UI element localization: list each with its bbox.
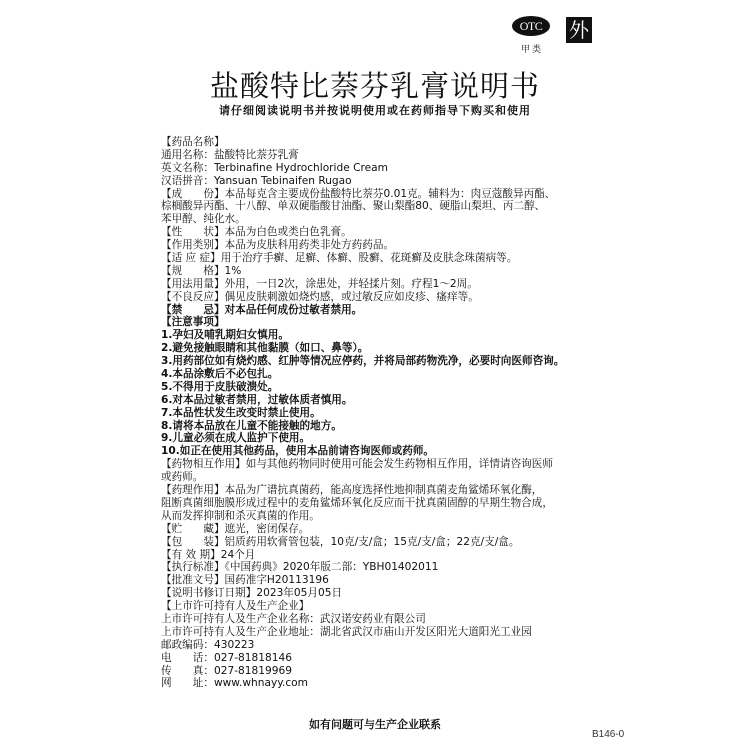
leaflet-line: 【药物相互作用】如与其他药物同时使用可能会发生药物相互作用，详情请咨询医师 xyxy=(161,458,553,471)
leaflet-line: 【执行标准】《中国药典》2020年版二部：YBH01402011 xyxy=(161,561,439,574)
leaflet-line: 【性 状】本品为白色或类白色乳膏。 xyxy=(161,226,352,239)
leaflet-line: 网 址：www.whnayy.com xyxy=(161,677,308,690)
leaflet-line: 【批准文号】国药准字H20113196 xyxy=(161,574,329,587)
leaflet-line: 或药师。 xyxy=(161,471,204,484)
leaflet-line: 【作用类别】本品为皮肤科用药类非处方药药品。 xyxy=(161,239,395,252)
leaflet-line: 【上市许可持有人及生产企业】 xyxy=(161,600,310,613)
leaflet-line: 8.请将本品放在儿童不能接触的地方。 xyxy=(161,419,342,432)
leaflet-line: 4.本品涂敷后不必包扎。 xyxy=(161,368,279,381)
leaflet-line: 【药理作用】本品为广谱抗真菌药，能高度选择性地抑制真菌麦角鲨烯环氧化酶， xyxy=(161,484,543,497)
leaflet-line: 【用法用量】外用，一日2次，涂患处，并轻揉片刻。疗程1～2周。 xyxy=(161,277,478,290)
leaflet-line: 【贮 藏】遮光，密闭保存。 xyxy=(161,522,310,535)
leaflet-line: 【药品名称】 xyxy=(161,136,225,148)
leaflet-line: 通用名称：盐酸特比萘芬乳膏 xyxy=(161,148,299,161)
leaflet-line: 【包 装】铝质药用软膏管包装，10克/支/盒；15克/支/盒；22克/支/盒。 xyxy=(161,535,520,548)
leaflet-line: 传 真：027-81819969 xyxy=(161,664,292,677)
leaflet-line: 上市许可持有人及生产企业名称：武汉诺安药业有限公司 xyxy=(161,612,426,625)
leaflet-body xyxy=(161,136,593,690)
leaflet-line: 5.不得用于皮肤破溃处。 xyxy=(161,380,279,393)
leaflet-line: 【禁 忌】对本品任何成份过敏者禁用。 xyxy=(161,303,363,316)
leaflet-line: 英文名称：Terbinafine Hydrochloride Cream xyxy=(161,161,388,174)
leaflet-line: 9.儿童必须在成人监护下使用。 xyxy=(161,432,311,445)
leaflet-line: 【注意事项】 xyxy=(161,316,225,329)
leaflet-line: 邮政编码：430223 xyxy=(161,638,255,651)
leaflet-line: 【不良反应】偶见皮肤刺激如烧灼感，或过敏反应如皮疹、瘙痒等。 xyxy=(161,290,479,303)
otc-class-label: 甲类 xyxy=(520,45,543,55)
leaflet-line: 7.本品性状发生改变时禁止使用。 xyxy=(161,406,321,419)
leaflet-line: 从而发挥抑制和杀灭真菌的作用。 xyxy=(161,509,320,522)
leaflet-line: 【适 应 症】用于治疗手癣、足癣、体癣、股癣、花斑癣及皮肤念珠菌病等。 xyxy=(161,252,518,265)
document-title: 盐酸特比萘芬乳膏说明书 xyxy=(209,69,540,103)
document-code: B146-0 xyxy=(592,729,625,740)
otc-badge: OTC xyxy=(512,16,550,36)
leaflet-line: 【成 份】本品每克含主要成份盐酸特比萘芬0.01克。辅料为：肉豆蔻酸异丙酯、 xyxy=(161,187,556,200)
leaflet-line: 3.用药部位如有烧灼感、红肿等情况应停药，并将局部药物洗净，必要时向医师咨询。 xyxy=(161,355,565,368)
document-subtitle: 请仔细阅读说明书并按说明使用或在药师指导下购买和使用 xyxy=(219,104,531,117)
leaflet-line: 【规 格】1% xyxy=(161,264,242,277)
leaflet-line: 汉语拼音：Yansuan Tebinaifen Rugao xyxy=(161,174,352,187)
leaflet-line: 苯甲醇、纯化水。 xyxy=(161,213,246,226)
leaflet-line: 棕榈酸异丙酯、十八醇、单双硬脂酸甘油酯、聚山梨酯80、硬脂山梨坦、丙二醇、 xyxy=(161,200,546,213)
external-use-badge: 外 xyxy=(566,17,592,43)
leaflet-line: 上市许可持有人及生产企业地址：湖北省武汉市庙山开发区阳光大道阳光工业园 xyxy=(161,625,532,638)
leaflet-line: 电 话：027-81818146 xyxy=(161,651,292,664)
leaflet-line: 6.对本品过敏者禁用，过敏体质者慎用。 xyxy=(161,393,353,406)
leaflet-line: 【有 效 期】24个月 xyxy=(161,548,256,561)
contact-note: 如有问题可与生产企业联系 xyxy=(309,718,441,731)
leaflet-line: 【说明书修订日期】2023年05月05日 xyxy=(161,587,343,600)
leaflet-line: 10.如正在使用其他药品，使用本品前请咨询医师或药师。 xyxy=(161,445,435,458)
leaflet-line: 阻断真菌细胞膜形成过程中的麦角鲨烯环氧化反应而干扰真菌固醇的早期生物合成， xyxy=(161,496,553,509)
leaflet-line: 2.避免接触眼睛和其他黏膜（如口、鼻等）。 xyxy=(161,342,369,355)
leaflet-line: 1.孕妇及哺乳期妇女慎用。 xyxy=(161,329,289,342)
